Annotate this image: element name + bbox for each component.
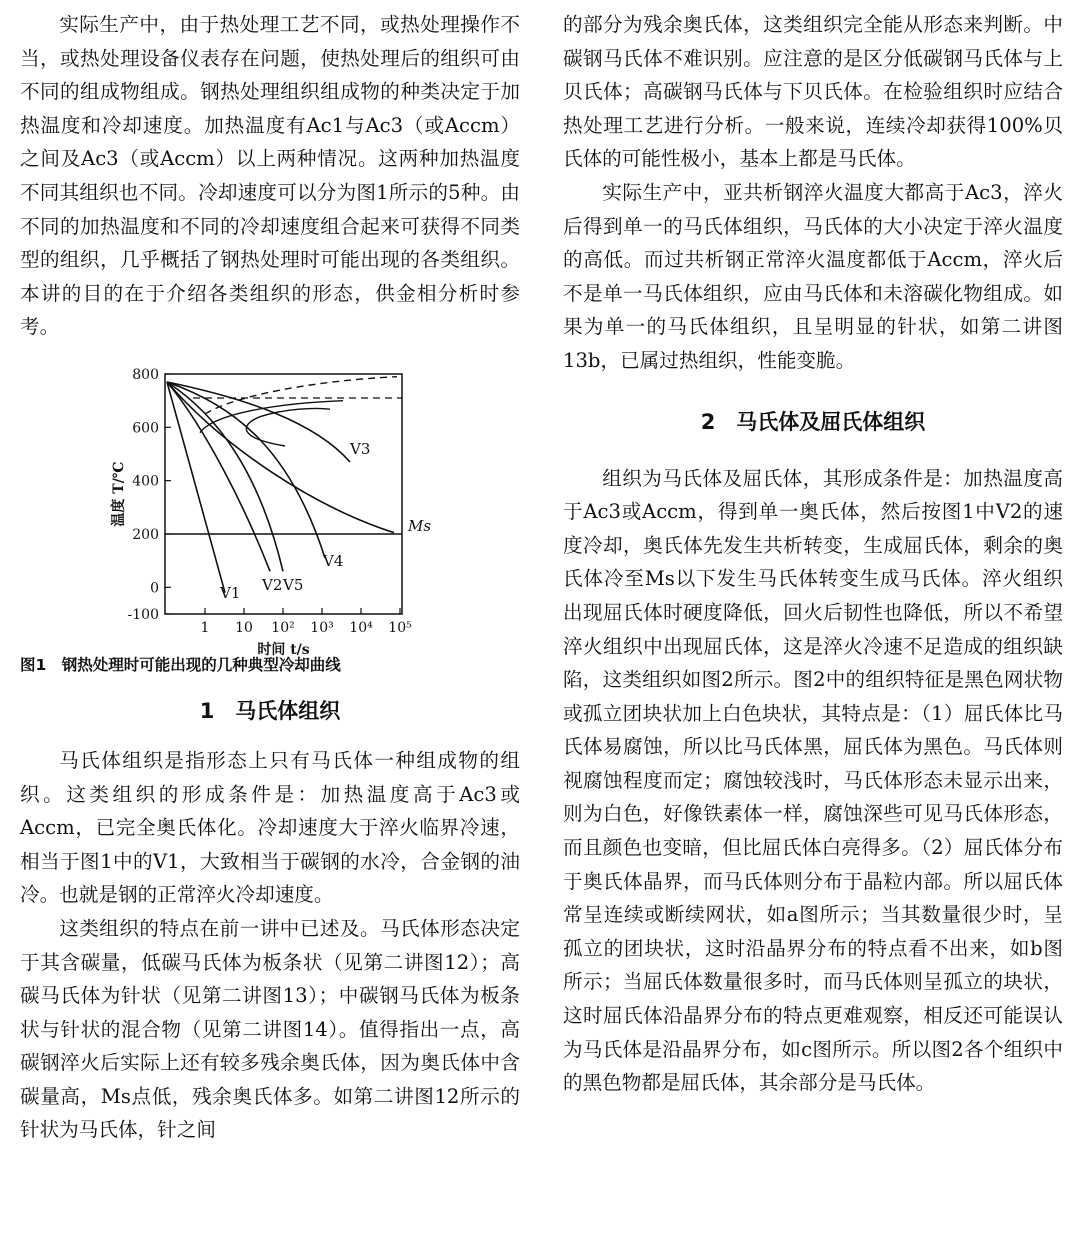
x-tick-label: 10⁵ <box>388 619 412 636</box>
right-column <box>563 8 1063 1100</box>
paragraph-quench-temp: 实际生产中，亚共析钢淬火温度大都高于Ac3，淬火后得到单一的马氏体组织，马氏体的大小决定于淬火温度的高低。而过共析钢正常淬火温度都低于Accm，淬火后不是单一马氏体组织，应由马氏体和未溶碳化物组成。如果为单一的马氏体组织，且呈明显的针状，如第二讲图13b，已属过热组织，性能变脆。 <box>563 180 1063 372</box>
paragraph-continued: 的部分为残余奥氏体，这类组织完全能从形态来判断。中碳钢马氏体不难识别。应注意的是区分低碳钢马氏体与上贝氏体；高碳钢马氏体与下贝氏体。在检验组织时应结合热处理工艺进行分析。一般来说，连续冷却获得100%贝氏体的可能性极小，基本上都是马氏体。 <box>563 13 1063 171</box>
c-curve-finish <box>260 408 330 416</box>
x-tick-label: 1 <box>200 619 210 636</box>
cooling-curve-v1 <box>167 382 225 593</box>
y-tick-label: 800 <box>132 366 159 383</box>
section-heading-1: 1 马氏体组织 <box>199 698 341 723</box>
y-tick-label: -100 <box>127 606 159 623</box>
section-heading-2: 2 马氏体及屈氏体组织 <box>700 409 926 434</box>
figure-caption: 图1 钢热处理时可能出现的几种典型冷却曲线 <box>20 655 341 674</box>
curve-label-v4: V4 <box>323 551 344 570</box>
curve-label-v1: V1 <box>220 583 241 602</box>
figure-1 <box>20 364 520 658</box>
y-axis-label: 温度 T/℃ <box>111 461 127 527</box>
x-tick-label: 10 <box>235 619 253 636</box>
y-tick-label: 600 <box>132 420 159 437</box>
curve-label-v2: V2 <box>262 575 283 594</box>
x-tick-label: 10³ <box>310 619 334 636</box>
y-tick-label: 400 <box>132 473 159 490</box>
x-tick-label: 10² <box>271 619 295 636</box>
curve-label-v5: V5 <box>283 575 304 594</box>
paragraph-martensite-features: 这类组织的特点在前一讲中已述及。马氏体形态决定于其含碳量，低碳马氏体为板条状（见第二讲图12）；高碳马氏体为针状（见第二讲图13）；中碳钢马氏体为板条状与针状的混合物（见第二讲图14）。值得指出一点，高碳钢淬火后实际上还有较多残余奥氏体，因为奥氏体中含碳量高，Ms点低，残余奥氏体多。如第二讲图12所示的针状为马氏体，针之间 <box>20 916 520 1142</box>
cooling-curve-chart <box>20 364 520 658</box>
y-tick-label: 0 <box>150 580 159 597</box>
x-tick-label: 10⁴ <box>349 619 373 636</box>
ms-label: Ms <box>408 516 432 535</box>
paragraph-troostite: 组织为马氏体及屈氏体，其形成条件是：加热温度高于Ac3或Accm，得到单一奥氏体，然后按图1中V2的速度冷却，奥氏体先发生共析转变，生成屈氏体，剩余的奥氏体冷至Ms以下发生马氏体转变生成马氏体。淬火组织出现屈氏体时硬度降低，回火后韧性也降低，所以不希望淬火组织中出现屈氏体，这是淬火冷速不足造成的组织缺陷，这类组织如图2所示。图2中的组织特征是黑色网状物或孤立团块状加上白色块状，其特点是：（1）屈氏体比马氏体易腐蚀，所以比马氏体黑，屈氏体为黑色。马氏体则视腐蚀程度而定；腐蚀较浅时，马氏体形态未显示出来，则为白色，好像铁素体一样，腐蚀深些可见马氏体形态，而且颜色也变暗，但比屈氏体白亮得多。（2）屈氏体分布于奥氏体晶界，而马氏体则分布于晶粒内部。所以屈氏体常呈连续或断续网状，如a图所示；当其数量很少时，呈孤立的团块状，这时沿晶界分布的特点看不出来，如b图所示；当屈氏体数量很多时，而马氏体则呈孤立的块状，这时屈氏体沿晶界分布的特点更难观察，相反还可能误认为马氏体是沿晶界分布，如c图所示。所以图2各个组织中的黑色物都是屈氏体，其余部分是马氏体。 <box>563 466 1063 1095</box>
y-tick-label: 200 <box>132 526 159 543</box>
paragraph-intro: 实际生产中，由于热处理工艺不同，或热处理操作不当，或热处理设备仪表存在问题，使热处理后的组织可由不同的组成物组成。钢热处理组织组成物的种类决定于加热温度和冷却速度。加热温度有Ac1与Ac3（或Accm）之间及Ac3（或Accm）以上两种情况。这两种加热温度不同其组织也不同。冷却速度可以分为图1所示的5种。由不同的加热温度和不同的冷却速度组合起来可获得不同类型的组织，几乎概括了钢热处理时可能出现的各类组织。本讲的目的在于介绍各类组织的形态，供金相分析时参考。 <box>20 13 520 339</box>
left-column <box>20 8 520 1147</box>
paragraph-martensite-def: 马氏体组织是指形态上只有马氏体一种组成物的组织。这类组织的形成条件是：加热温度高于Ac3或Accm，已完全奥氏体化。冷却速度大于淬火临界冷速，相当于图1中的V1，大致相当于碳钢的水冷，合金钢的油冷。也就是钢的正常淬火冷却速度。 <box>20 748 520 907</box>
curve-label-v3: V3 <box>350 439 371 458</box>
x-axis-label: 时间 t/s <box>257 641 310 658</box>
